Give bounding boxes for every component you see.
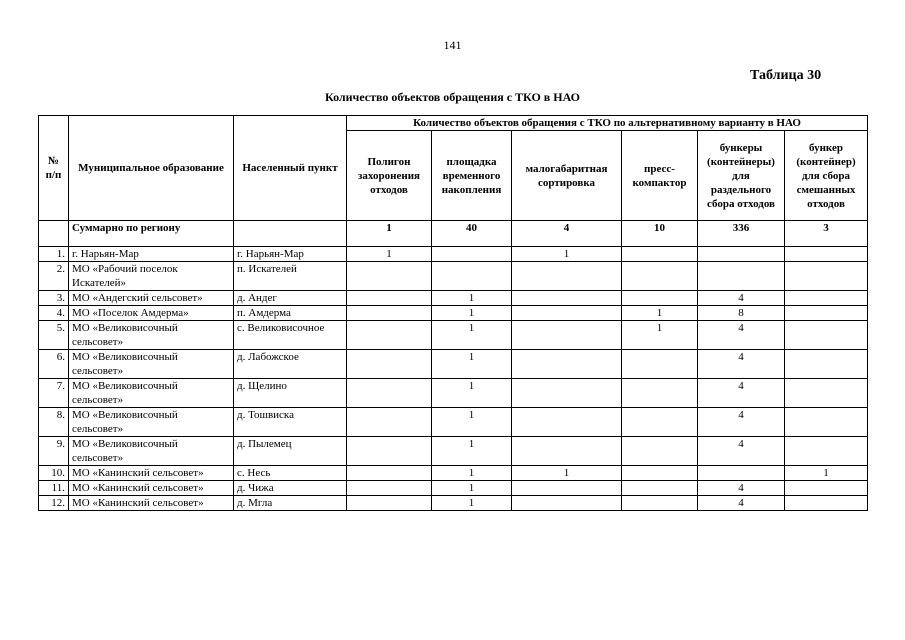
row-landfill	[347, 437, 432, 466]
table-label: Таблица 30	[750, 68, 822, 83]
objects-table	[38, 115, 868, 511]
row-num: 12.	[39, 496, 69, 511]
row-mixed-bin	[785, 496, 868, 511]
summary-settlement-cell	[234, 221, 347, 247]
row-temp-site	[432, 247, 512, 262]
row-settlement: г. Нарьян-Мар	[234, 247, 347, 262]
row-num: 7.	[39, 379, 69, 408]
summary-small-sort: 4	[512, 221, 622, 247]
header-mixed-bin: бункер (контейнер) для сбора смешанных отходов	[785, 131, 868, 221]
row-num: 1.	[39, 247, 69, 262]
table-row	[39, 466, 868, 481]
row-compactor	[622, 350, 698, 379]
table-row	[39, 291, 868, 306]
table-row	[39, 247, 868, 262]
row-municipality: МО «Великовисочный сельсовет»	[69, 437, 234, 466]
row-settlement: с. Несь	[234, 466, 347, 481]
row-compactor	[622, 481, 698, 496]
row-landfill	[347, 291, 432, 306]
row-small-sort	[512, 321, 622, 350]
table-row	[39, 306, 868, 321]
row-mixed-bin	[785, 262, 868, 291]
header-small-sort: малогабаритная сортировка	[512, 131, 622, 221]
row-num: 4.	[39, 306, 69, 321]
row-num: 10.	[39, 466, 69, 481]
row-landfill	[347, 321, 432, 350]
row-num: 5.	[39, 321, 69, 350]
row-municipality: МО «Поселок Амдерма»	[69, 306, 234, 321]
row-small-sort	[512, 481, 622, 496]
row-settlement: д. Чижа	[234, 481, 347, 496]
row-separate-bins: 4	[698, 379, 785, 408]
row-settlement: д. Мгла	[234, 496, 347, 511]
row-mixed-bin	[785, 350, 868, 379]
row-compactor	[622, 262, 698, 291]
row-settlement: д. Щелино	[234, 379, 347, 408]
row-separate-bins: 8	[698, 306, 785, 321]
row-small-sort	[512, 262, 622, 291]
row-small-sort	[512, 379, 622, 408]
row-temp-site: 1	[432, 306, 512, 321]
row-settlement: с. Великовисочное	[234, 321, 347, 350]
row-separate-bins: 4	[698, 321, 785, 350]
row-num: 3.	[39, 291, 69, 306]
row-settlement: д. Пылемец	[234, 437, 347, 466]
row-municipality: МО «Канинский сельсовет»	[69, 481, 234, 496]
row-municipality: МО «Великовисочный сельсовет»	[69, 408, 234, 437]
row-temp-site: 1	[432, 437, 512, 466]
row-mixed-bin	[785, 306, 868, 321]
row-compactor	[622, 466, 698, 481]
row-num: 2.	[39, 262, 69, 291]
row-separate-bins: 4	[698, 408, 785, 437]
page-number: 141	[443, 38, 462, 52]
row-temp-site: 1	[432, 291, 512, 306]
document-title: Количество объектов обращения с ТКО в НАО	[324, 90, 581, 104]
row-small-sort	[512, 350, 622, 379]
row-mixed-bin	[785, 321, 868, 350]
summary-row	[39, 221, 868, 247]
row-landfill	[347, 408, 432, 437]
row-separate-bins: 4	[698, 291, 785, 306]
row-landfill	[347, 350, 432, 379]
table-row	[39, 350, 868, 379]
summary-label: Суммарно по региону	[69, 221, 234, 247]
row-temp-site: 1	[432, 350, 512, 379]
row-compactor	[622, 291, 698, 306]
row-temp-site: 1	[432, 466, 512, 481]
summary-mixed-bin: 3	[785, 221, 868, 247]
row-compactor: 1	[622, 321, 698, 350]
row-settlement: п. Искателей	[234, 262, 347, 291]
row-settlement: д. Андег	[234, 291, 347, 306]
row-small-sort	[512, 306, 622, 321]
header-group: Количество объектов обращения с ТКО по альтернативному варианту в НАО	[347, 116, 868, 131]
table-row	[39, 262, 868, 291]
row-compactor	[622, 437, 698, 466]
row-separate-bins: 4	[698, 350, 785, 379]
table-row	[39, 496, 868, 511]
row-small-sort	[512, 496, 622, 511]
summary-temp-site: 40	[432, 221, 512, 247]
row-municipality: МО «Рабочий поселок Искателей»	[69, 262, 234, 291]
row-landfill: 1	[347, 247, 432, 262]
row-landfill	[347, 496, 432, 511]
row-num: 9.	[39, 437, 69, 466]
row-compactor	[622, 496, 698, 511]
row-temp-site: 1	[432, 408, 512, 437]
row-temp-site: 1	[432, 496, 512, 511]
row-settlement: д. Лабожское	[234, 350, 347, 379]
table-row	[39, 481, 868, 496]
summary-compactor: 10	[622, 221, 698, 247]
row-compactor: 1	[622, 306, 698, 321]
row-temp-site: 1	[432, 481, 512, 496]
row-municipality: МО «Великовисочный сельсовет»	[69, 321, 234, 350]
row-mixed-bin	[785, 291, 868, 306]
row-separate-bins	[698, 247, 785, 262]
summary-separate-bins: 336	[698, 221, 785, 247]
row-compactor	[622, 408, 698, 437]
row-mixed-bin: 1	[785, 466, 868, 481]
summary-landfill: 1	[347, 221, 432, 247]
row-landfill	[347, 379, 432, 408]
row-mixed-bin	[785, 481, 868, 496]
table-row	[39, 437, 868, 466]
row-num: 8.	[39, 408, 69, 437]
row-municipality: г. Нарьян-Мар	[69, 247, 234, 262]
row-separate-bins: 4	[698, 496, 785, 511]
row-small-sort	[512, 408, 622, 437]
header-municipality: Муниципальное образование	[69, 116, 234, 221]
row-separate-bins	[698, 466, 785, 481]
row-separate-bins: 4	[698, 437, 785, 466]
header-compactor: пресс-компактор	[622, 131, 698, 221]
row-num: 6.	[39, 350, 69, 379]
row-municipality: МО «Великовисочный сельсовет»	[69, 350, 234, 379]
row-municipality: МО «Андегский сельсовет»	[69, 291, 234, 306]
row-mixed-bin	[785, 247, 868, 262]
header-num: № п/п	[39, 116, 69, 221]
row-settlement: п. Амдерма	[234, 306, 347, 321]
row-municipality: МО «Великовисочный сельсовет»	[69, 379, 234, 408]
row-small-sort	[512, 437, 622, 466]
table-row	[39, 408, 868, 437]
row-temp-site: 1	[432, 321, 512, 350]
row-settlement: д. Тошвиска	[234, 408, 347, 437]
row-landfill	[347, 262, 432, 291]
row-mixed-bin	[785, 437, 868, 466]
table-row	[39, 379, 868, 408]
row-municipality: МО «Канинский сельсовет»	[69, 496, 234, 511]
row-landfill	[347, 466, 432, 481]
row-small-sort: 1	[512, 247, 622, 262]
row-landfill	[347, 481, 432, 496]
row-separate-bins	[698, 262, 785, 291]
header-settlement: Населенный пункт	[234, 116, 347, 221]
row-separate-bins: 4	[698, 481, 785, 496]
row-temp-site: 1	[432, 379, 512, 408]
row-mixed-bin	[785, 408, 868, 437]
summary-num-cell	[39, 221, 69, 247]
row-mixed-bin	[785, 379, 868, 408]
row-compactor	[622, 379, 698, 408]
row-compactor	[622, 247, 698, 262]
row-num: 11.	[39, 481, 69, 496]
row-temp-site	[432, 262, 512, 291]
header-separate-bins: бункеры (контейнеры) для раздельного сбора отходов	[698, 131, 785, 221]
header-landfill: Полигон захоронения отходов	[347, 131, 432, 221]
row-landfill	[347, 306, 432, 321]
header-temp-site: площадка временного накопления	[432, 131, 512, 221]
table-row	[39, 321, 868, 350]
row-municipality: МО «Канинский сельсовет»	[69, 466, 234, 481]
row-small-sort: 1	[512, 466, 622, 481]
row-small-sort	[512, 291, 622, 306]
